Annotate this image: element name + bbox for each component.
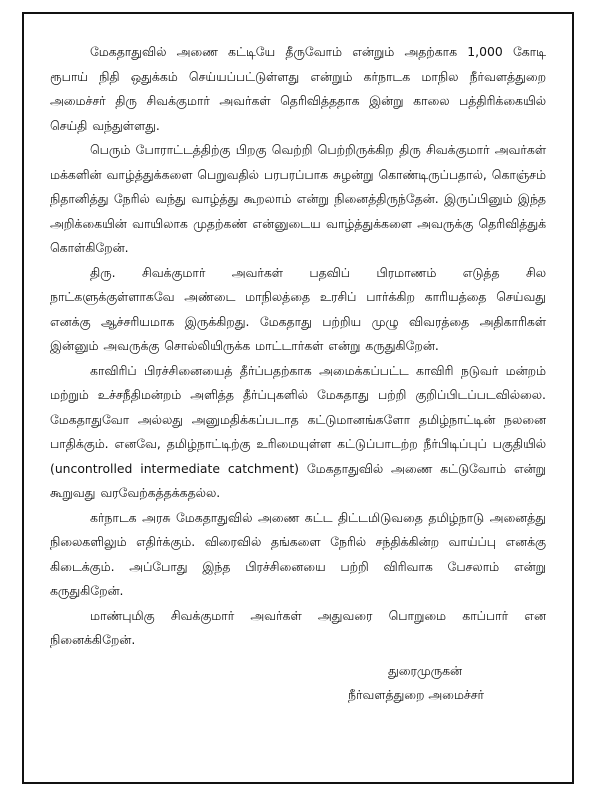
signature-block: [50, 659, 546, 707]
paragraph-4: காவிரிப் பிரச்சினையைத் தீர்ப்பதற்காக அமைக்கப்பட்ட காவிரி நடுவர் மன்றம் மற்றும் உச்சநீதிமன்றம் அளித்த தீர்ப்புகளில் மேகதாது பற்றி குறிப்பிடப்படவில்லை. மேகதாதுவோ அல்லது அனுமதிக்கப்படாத கட்டுமானங்களோ தமிழ்நாட்டின் நலனை பாதிக்கும். எனவே, தமிழ்நாட்டிற்கு உரிமையுள்ள கட்டுப்பாடற்ற நீர்பிடிப்புப் பகுதியில் (uncontrolled intermediate catchment) மேகதாதுவில் அணை கட்டுவோம் என்று கூறுவது வரவேற்கத்தக்கதல்ல.: [50, 362, 546, 500]
paragraph-1: மேகதாதுவில் அணை கட்டியே தீருவோம் என்றும் அதற்காக 1,000 கோடி ரூபாய் நிதி ஒதுக்கம் செய்யப்பட்டுள்ளது என்றும் கர்நாடக மாநில நீர்வளத்துறை அமைச்சர் திரு சிவக்குமார் அவர்கள் தெரிவித்ததாக இன்று காலை பத்திரிக்கையில் செய்தி வந்துள்ளது.: [50, 44, 546, 133]
paragraph-5: கர்நாடக அரசு மேகதாதுவில் அணை கட்ட திட்டமிடுவதை தமிழ்நாடு அனைத்து நிலைகளிலும் எதிர்க்கும். விரைவில் தங்களை நேரில் சந்திக்கின்ற வாய்ப்பு எனக்கு கிடைக்கும். அப்போது இந்த பிரச்சினையை பற்றி விரிவாக பேசலாம் என்று கருதுகிறேன்.: [50, 509, 546, 598]
signatory-name: துரைமுருகன்: [388, 662, 463, 678]
paragraph-3: திரு. சிவக்குமார் அவர்கள் பதவிப் பிரமாணம் எடுத்த சில நாட்களுக்குள்ளாகவே அண்டை மாநிலத்தை உரசிப் பார்க்கிற காரியத்தை செய்வது எனக்கு ஆச்சரியமாக இருக்கிறது. மேகதாது பற்றிய முழு விவரத்தை அதிகாரிகள் இன்னும் அவருக்கு சொல்லியிருக்க மாட்டார்கள் என்று கருதுகிறேன்.: [50, 264, 546, 353]
signatory-title: நீர்வளத்துறை அமைச்சர்: [348, 686, 485, 702]
paragraph-2: பெரும் போராட்டத்திற்கு பிறகு வெற்றி பெற்றிருக்கிற திரு சிவக்குமார் அவர்கள் மக்களின் வாழ்த்துக்களை பெறுவதில் பரபரப்பாக சுழன்று கொண்டிருப்பதால், கொஞ்சம் நிதானித்து நேரில் வந்து வாழ்த்து கூறலாம் என்று நினைத்திருந்தேன். இருப்பினும் இந்த அறிக்கையின் வாயிலாக முதற்கண் என்னுடைய வாழ்த்துக்களை அவருக்கு தெரிவித்துக் கொள்கிறேன்.: [50, 142, 546, 255]
statement-border: [22, 12, 574, 784]
paragraph-6: மாண்புமிகு சிவக்குமார் அவர்கள் அதுவரை பொறுமை காப்பார் என நினைக்கிறேன்.: [50, 607, 546, 647]
